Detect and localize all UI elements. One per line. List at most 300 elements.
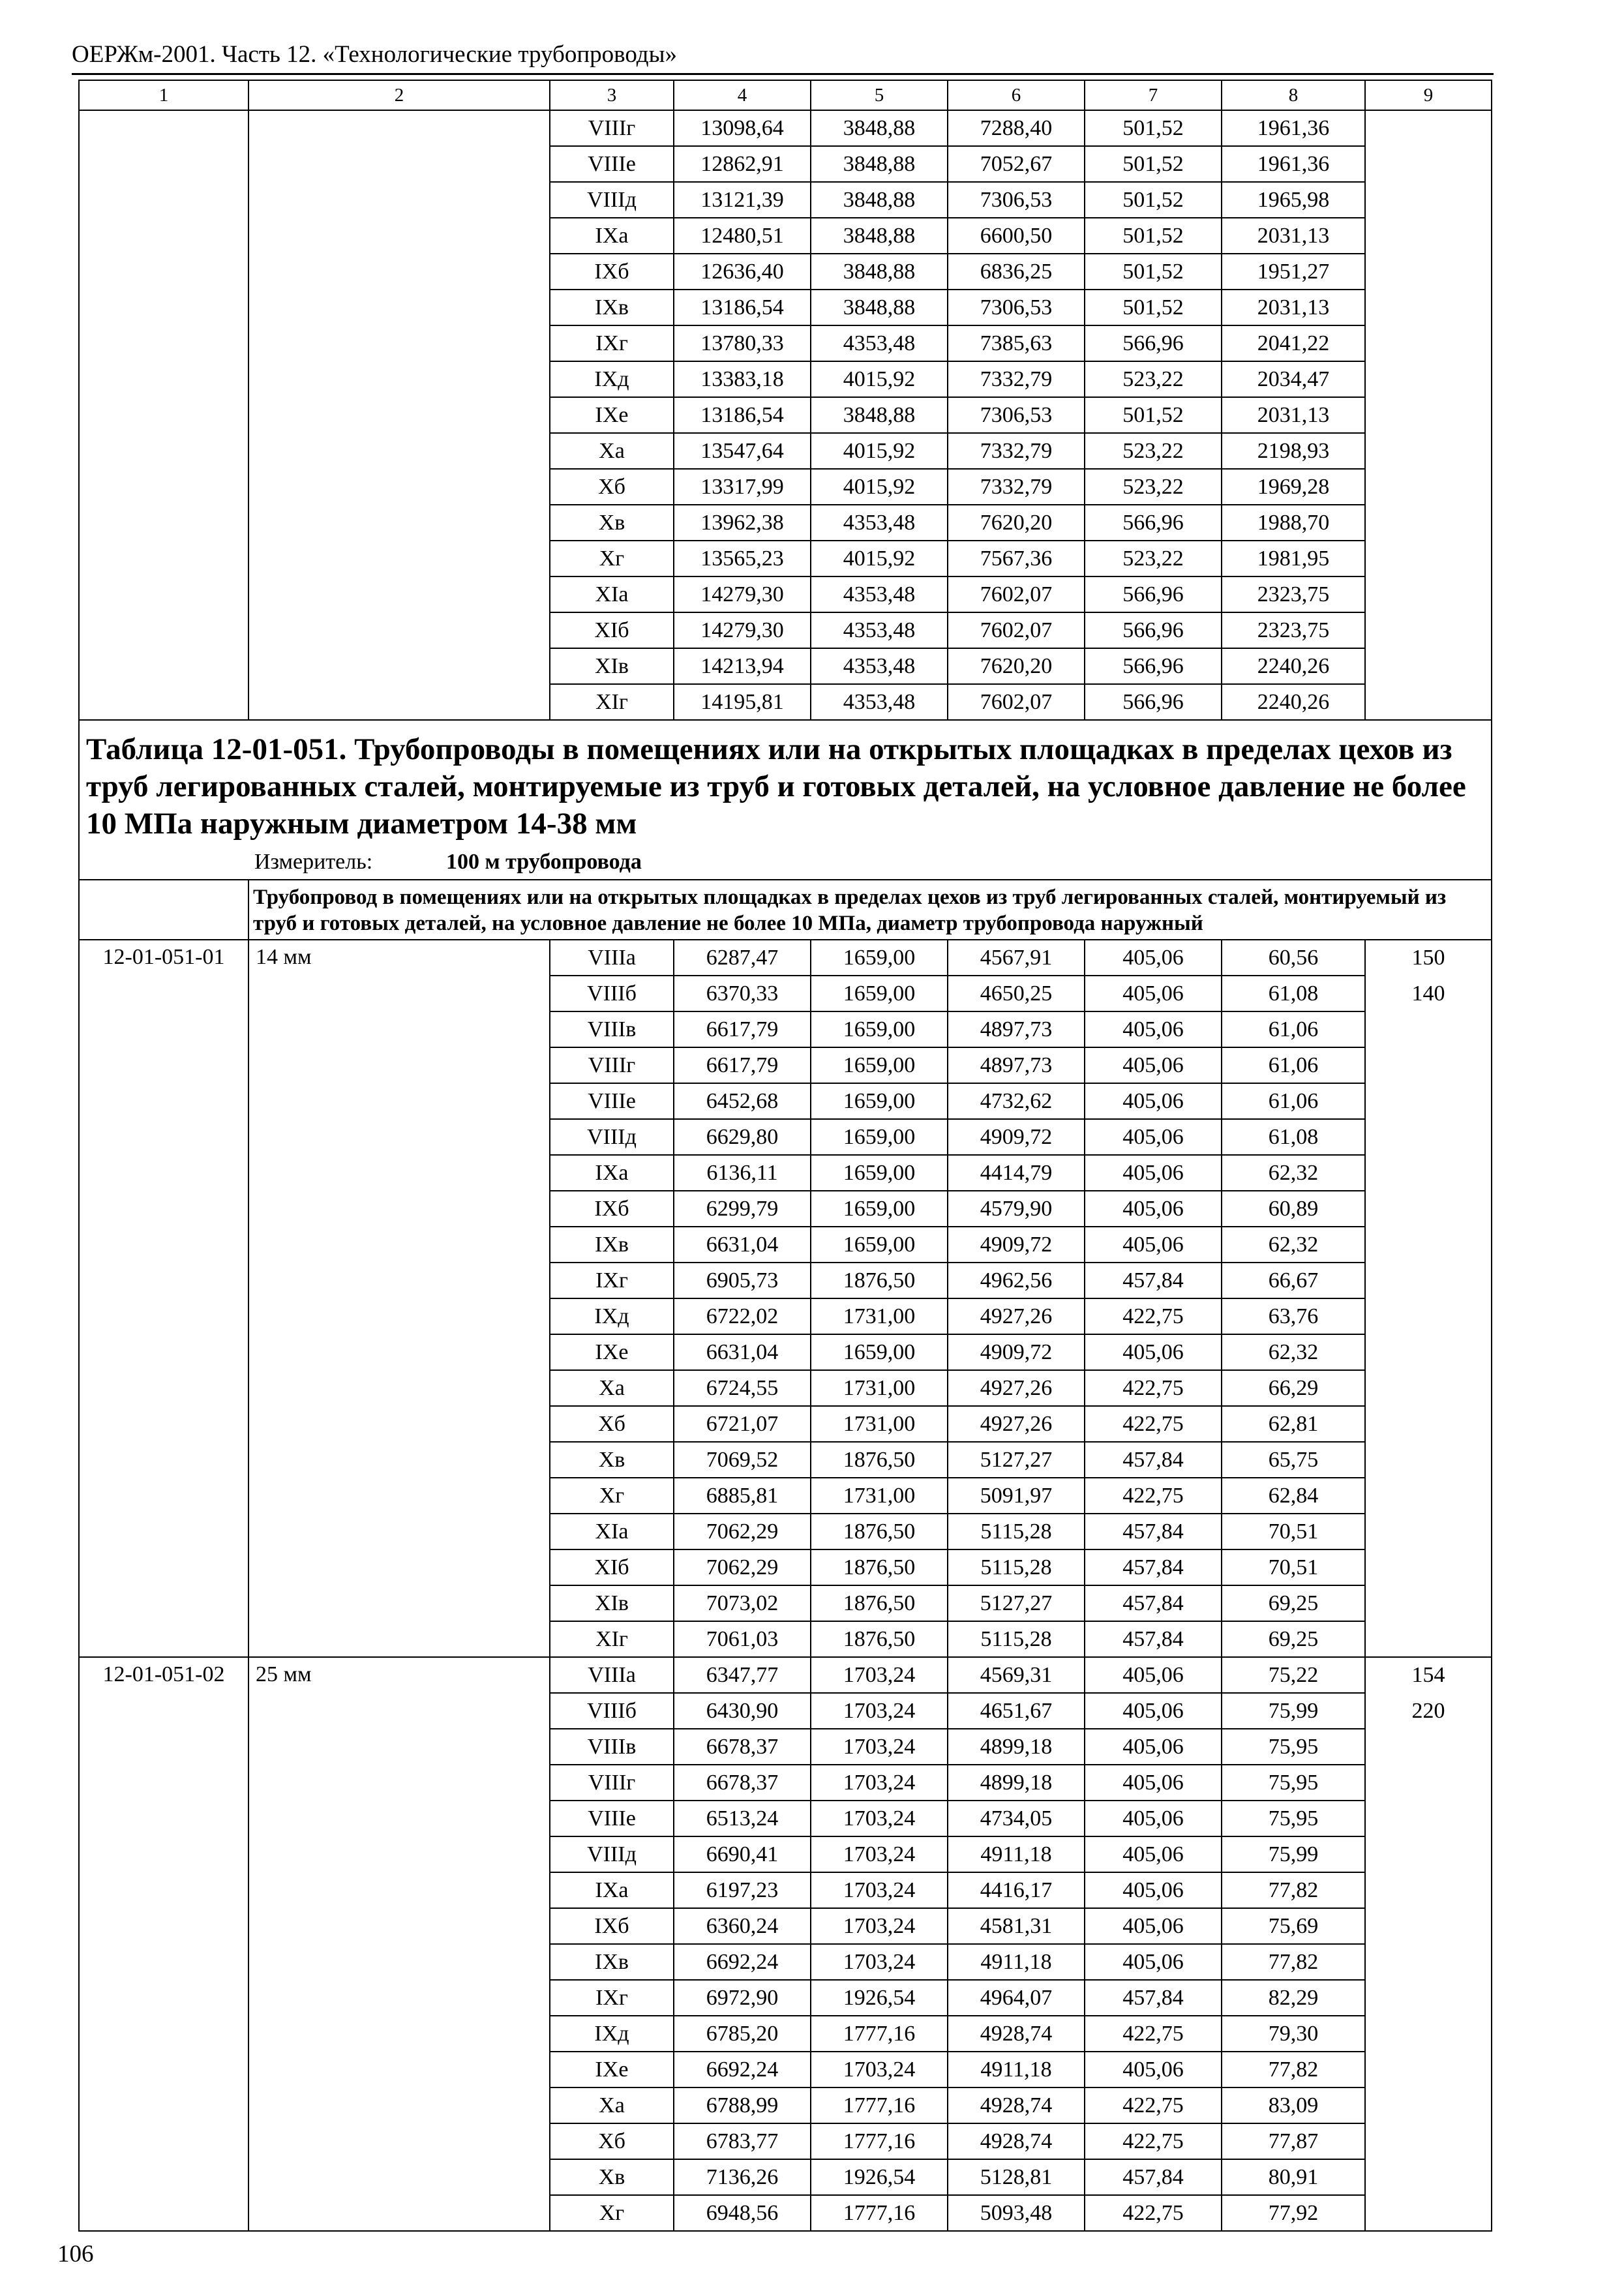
materials-cell: 2031,13 bbox=[1222, 290, 1365, 325]
norm-cell bbox=[1365, 505, 1492, 541]
meter-row bbox=[79, 849, 1492, 880]
materials-cell: 75,99 bbox=[1222, 1836, 1365, 1872]
operator-wages-cell: 405,06 bbox=[1085, 1119, 1222, 1155]
table-row bbox=[79, 684, 1492, 720]
name-cell bbox=[248, 110, 550, 146]
operator-wages-cell: 457,84 bbox=[1085, 1621, 1222, 1657]
resource-code-cell: VIIIв bbox=[550, 1011, 674, 1047]
total-cost-cell: 6692,24 bbox=[674, 1944, 811, 1980]
table-row bbox=[79, 648, 1492, 684]
norm-cell bbox=[1365, 1263, 1492, 1298]
wages-cell: 4353,48 bbox=[811, 576, 948, 612]
resource-code-cell: IXб bbox=[550, 254, 674, 290]
table-row bbox=[79, 1908, 1492, 1944]
total-cost-cell: 6452,68 bbox=[674, 1083, 811, 1119]
resource-code-cell: IXд bbox=[550, 1298, 674, 1334]
materials-cell: 69,25 bbox=[1222, 1621, 1365, 1657]
code-cell: 12-01-051-01 bbox=[79, 940, 248, 976]
total-cost-cell: 6287,47 bbox=[674, 940, 811, 976]
norm-cell bbox=[1365, 1549, 1492, 1585]
total-cost-cell: 7069,52 bbox=[674, 1442, 811, 1478]
meter-value: 100 м трубопровода bbox=[446, 850, 642, 874]
table-row bbox=[79, 1657, 1492, 1693]
wages-cell: 1659,00 bbox=[811, 1047, 948, 1083]
resource-code-cell: VIIIа bbox=[550, 940, 674, 976]
machines-cell: 4911,18 bbox=[948, 1944, 1085, 1980]
resource-code-cell: IXг bbox=[550, 1263, 674, 1298]
resource-code-cell: IXд bbox=[550, 361, 674, 397]
total-cost-cell: 6299,79 bbox=[674, 1191, 811, 1227]
total-cost-cell: 6513,24 bbox=[674, 1801, 811, 1836]
table-row bbox=[79, 361, 1492, 397]
total-cost-cell: 6631,04 bbox=[674, 1334, 811, 1370]
resource-code-cell: VIIIе bbox=[550, 1083, 674, 1119]
operator-wages-cell: 405,06 bbox=[1085, 940, 1222, 976]
operator-wages-cell: 566,96 bbox=[1085, 505, 1222, 541]
table-row bbox=[79, 433, 1492, 469]
total-cost-cell: 6197,23 bbox=[674, 1872, 811, 1908]
code-cell bbox=[79, 1047, 248, 1083]
name-cell bbox=[248, 576, 550, 612]
total-cost-cell: 14213,94 bbox=[674, 648, 811, 684]
wages-cell: 4015,92 bbox=[811, 361, 948, 397]
resource-code-cell: VIIIд bbox=[550, 182, 674, 218]
norm-cell bbox=[1365, 469, 1492, 505]
resource-code-cell: XIа bbox=[550, 1514, 674, 1549]
code-cell bbox=[79, 1263, 248, 1298]
resource-code-cell: Xб bbox=[550, 469, 674, 505]
code-cell bbox=[79, 576, 248, 612]
norm-cell bbox=[1365, 182, 1492, 218]
table-row bbox=[79, 505, 1492, 541]
machines-cell: 7288,40 bbox=[948, 110, 1085, 146]
resource-code-cell: VIIIб bbox=[550, 1693, 674, 1729]
table-row bbox=[79, 1514, 1492, 1549]
table-row bbox=[79, 469, 1492, 505]
materials-cell: 1961,36 bbox=[1222, 146, 1365, 182]
machines-cell: 5115,28 bbox=[948, 1514, 1085, 1549]
operator-wages-cell: 566,96 bbox=[1085, 648, 1222, 684]
norm-cell: 150 bbox=[1365, 940, 1492, 976]
materials-cell: 79,30 bbox=[1222, 2016, 1365, 2052]
norm-cell bbox=[1365, 1944, 1492, 1980]
table-row bbox=[79, 397, 1492, 433]
total-cost-cell: 13121,39 bbox=[674, 182, 811, 218]
name-cell bbox=[248, 684, 550, 720]
materials-cell: 82,29 bbox=[1222, 1980, 1365, 2016]
name-cell bbox=[248, 1549, 550, 1585]
total-cost-cell: 6617,79 bbox=[674, 1011, 811, 1047]
wages-cell: 3848,88 bbox=[811, 397, 948, 433]
resource-code-cell: XIб bbox=[550, 1549, 674, 1585]
materials-cell: 62,32 bbox=[1222, 1155, 1365, 1191]
machines-cell: 4927,26 bbox=[948, 1298, 1085, 1334]
table-row bbox=[79, 2159, 1492, 2195]
operator-wages-cell: 405,06 bbox=[1085, 1191, 1222, 1227]
materials-cell: 75,69 bbox=[1222, 1908, 1365, 1944]
materials-cell: 1961,36 bbox=[1222, 110, 1365, 146]
wages-cell: 1731,00 bbox=[811, 1298, 948, 1334]
name-cell: 25 мм bbox=[248, 1657, 550, 1693]
operator-wages-cell: 422,75 bbox=[1085, 2123, 1222, 2159]
materials-cell: 65,75 bbox=[1222, 1442, 1365, 1478]
name-cell bbox=[248, 612, 550, 648]
machines-cell: 4928,74 bbox=[948, 2087, 1085, 2123]
materials-cell: 77,82 bbox=[1222, 1944, 1365, 1980]
machines-cell: 4909,72 bbox=[948, 1227, 1085, 1263]
name-cell bbox=[248, 2123, 550, 2159]
wages-cell: 1659,00 bbox=[811, 1011, 948, 1047]
operator-wages-cell: 523,22 bbox=[1085, 433, 1222, 469]
total-cost-cell: 14195,81 bbox=[674, 684, 811, 720]
table-row bbox=[79, 612, 1492, 648]
norm-cell bbox=[1365, 290, 1492, 325]
materials-cell: 2240,26 bbox=[1222, 648, 1365, 684]
operator-wages-cell: 405,06 bbox=[1085, 1693, 1222, 1729]
machines-cell: 5127,27 bbox=[948, 1585, 1085, 1621]
column-number: 5 bbox=[811, 80, 948, 110]
wages-cell: 1777,16 bbox=[811, 2016, 948, 2052]
name-cell bbox=[248, 1836, 550, 1872]
code-cell bbox=[79, 1944, 248, 1980]
table-row bbox=[79, 1263, 1492, 1298]
machines-cell: 5091,97 bbox=[948, 1478, 1085, 1514]
total-cost-cell: 13780,33 bbox=[674, 325, 811, 361]
machines-cell: 5093,48 bbox=[948, 2195, 1085, 2231]
name-cell bbox=[248, 254, 550, 290]
code-cell bbox=[79, 1980, 248, 2016]
materials-cell: 69,25 bbox=[1222, 1585, 1365, 1621]
name-cell bbox=[248, 1263, 550, 1298]
name-cell bbox=[248, 1011, 550, 1047]
operator-wages-cell: 422,75 bbox=[1085, 2087, 1222, 2123]
machines-cell: 7602,07 bbox=[948, 576, 1085, 612]
machines-cell: 6836,25 bbox=[948, 254, 1085, 290]
table-row bbox=[79, 1011, 1492, 1047]
code-cell bbox=[79, 1549, 248, 1585]
page-number: 106 bbox=[57, 2241, 94, 2267]
table-row bbox=[79, 2052, 1492, 2087]
materials-cell: 2323,75 bbox=[1222, 612, 1365, 648]
operator-wages-cell: 405,06 bbox=[1085, 1944, 1222, 1980]
norm-cell bbox=[1365, 2016, 1492, 2052]
code-cell bbox=[79, 1227, 248, 1263]
column-number: 8 bbox=[1222, 80, 1365, 110]
name-cell bbox=[248, 1801, 550, 1836]
table-row bbox=[79, 1370, 1492, 1406]
total-cost-cell: 13565,23 bbox=[674, 541, 811, 576]
wages-cell: 4015,92 bbox=[811, 469, 948, 505]
code-cell bbox=[79, 254, 248, 290]
name-cell bbox=[248, 1155, 550, 1191]
name-cell bbox=[248, 146, 550, 182]
materials-cell: 1981,95 bbox=[1222, 541, 1365, 576]
materials-cell: 61,06 bbox=[1222, 1047, 1365, 1083]
machines-cell: 4414,79 bbox=[948, 1155, 1085, 1191]
total-cost-cell: 6678,37 bbox=[674, 1765, 811, 1801]
norm-cell: 220 bbox=[1365, 1693, 1492, 1729]
operator-wages-cell: 405,06 bbox=[1085, 1083, 1222, 1119]
operator-wages-cell: 566,96 bbox=[1085, 684, 1222, 720]
operator-wages-cell: 422,75 bbox=[1085, 1406, 1222, 1442]
total-cost-cell: 7061,03 bbox=[674, 1621, 811, 1657]
total-cost-cell: 6905,73 bbox=[674, 1263, 811, 1298]
operator-wages-cell: 457,84 bbox=[1085, 1549, 1222, 1585]
operator-wages-cell: 457,84 bbox=[1085, 1442, 1222, 1478]
wages-cell: 3848,88 bbox=[811, 218, 948, 254]
machines-cell: 7306,53 bbox=[948, 397, 1085, 433]
machines-cell: 4899,18 bbox=[948, 1765, 1085, 1801]
table-row bbox=[79, 940, 1492, 976]
wages-cell: 4353,48 bbox=[811, 612, 948, 648]
table-row bbox=[79, 1944, 1492, 1980]
operator-wages-cell: 457,84 bbox=[1085, 1263, 1222, 1298]
resource-code-cell: IXа bbox=[550, 218, 674, 254]
code-cell bbox=[79, 110, 248, 146]
wages-cell: 1876,50 bbox=[811, 1549, 948, 1585]
name-cell bbox=[248, 1765, 550, 1801]
table-row bbox=[79, 1693, 1492, 1729]
name-cell bbox=[248, 2195, 550, 2231]
norm-cell bbox=[1365, 1227, 1492, 1263]
column-number: 1 bbox=[79, 80, 248, 110]
materials-cell: 62,32 bbox=[1222, 1227, 1365, 1263]
machines-cell: 4909,72 bbox=[948, 1119, 1085, 1155]
wages-cell: 4015,92 bbox=[811, 541, 948, 576]
materials-cell: 2031,13 bbox=[1222, 218, 1365, 254]
total-cost-cell: 13547,64 bbox=[674, 433, 811, 469]
wages-cell: 1703,24 bbox=[811, 1944, 948, 1980]
wages-cell: 1703,24 bbox=[811, 1836, 948, 1872]
operator-wages-cell: 405,06 bbox=[1085, 1047, 1222, 1083]
table-row bbox=[79, 1621, 1492, 1657]
wages-cell: 3848,88 bbox=[811, 110, 948, 146]
code-cell bbox=[79, 1585, 248, 1621]
operator-wages-cell: 566,96 bbox=[1085, 576, 1222, 612]
materials-cell: 2034,47 bbox=[1222, 361, 1365, 397]
norm-cell bbox=[1365, 146, 1492, 182]
machines-cell: 7602,07 bbox=[948, 612, 1085, 648]
name-cell bbox=[248, 2052, 550, 2087]
name-cell bbox=[248, 1191, 550, 1227]
machines-cell: 5127,27 bbox=[948, 1442, 1085, 1478]
machines-cell: 7567,36 bbox=[948, 541, 1085, 576]
resource-code-cell: IXб bbox=[550, 1908, 674, 1944]
table-row bbox=[79, 1549, 1492, 1585]
table-row bbox=[79, 1729, 1492, 1765]
materials-cell: 61,08 bbox=[1222, 976, 1365, 1011]
norm-cell bbox=[1365, 1011, 1492, 1047]
materials-cell: 2323,75 bbox=[1222, 576, 1365, 612]
operator-wages-cell: 405,06 bbox=[1085, 1729, 1222, 1765]
materials-cell: 77,87 bbox=[1222, 2123, 1365, 2159]
name-cell bbox=[248, 1908, 550, 1944]
wages-cell: 4353,48 bbox=[811, 684, 948, 720]
materials-cell: 2041,22 bbox=[1222, 325, 1365, 361]
wages-cell: 4353,48 bbox=[811, 505, 948, 541]
wages-cell: 1659,00 bbox=[811, 1227, 948, 1263]
operator-wages-cell: 457,84 bbox=[1085, 2159, 1222, 2195]
code-cell bbox=[79, 397, 248, 433]
total-cost-cell: 13383,18 bbox=[674, 361, 811, 397]
name-cell bbox=[248, 1298, 550, 1334]
machines-cell: 4732,62 bbox=[948, 1083, 1085, 1119]
resource-code-cell: Xв bbox=[550, 1442, 674, 1478]
machines-cell: 7332,79 bbox=[948, 469, 1085, 505]
operator-wages-cell: 501,52 bbox=[1085, 254, 1222, 290]
total-cost-cell: 13186,54 bbox=[674, 290, 811, 325]
machines-cell: 4927,26 bbox=[948, 1370, 1085, 1406]
wages-cell: 1703,24 bbox=[811, 1908, 948, 1944]
materials-cell: 77,82 bbox=[1222, 1872, 1365, 1908]
code-cell bbox=[79, 1514, 248, 1549]
operator-wages-cell: 405,06 bbox=[1085, 1908, 1222, 1944]
norm-cell bbox=[1365, 1908, 1492, 1944]
machines-cell: 7620,20 bbox=[948, 648, 1085, 684]
total-cost-cell: 12636,40 bbox=[674, 254, 811, 290]
machines-cell: 7332,79 bbox=[948, 361, 1085, 397]
table-row bbox=[79, 218, 1492, 254]
table-row bbox=[79, 1119, 1492, 1155]
column-number: 4 bbox=[674, 80, 811, 110]
name-cell bbox=[248, 1370, 550, 1406]
machines-cell: 4911,18 bbox=[948, 2052, 1085, 2087]
section-description: Трубопровод в помещениях или на открытых площадках в пределах цехов из труб легированных сталей, монтируемый из труб и готовых деталей, на условное давление не более 10 МПа, диаметр трубопровода наружный bbox=[248, 880, 1492, 940]
machines-cell: 4651,67 bbox=[948, 1693, 1085, 1729]
wages-cell: 1659,00 bbox=[811, 1334, 948, 1370]
total-cost-cell: 14279,30 bbox=[674, 576, 811, 612]
resource-code-cell: VIIIа bbox=[550, 1657, 674, 1693]
norm-cell bbox=[1365, 361, 1492, 397]
wages-cell: 1777,16 bbox=[811, 2123, 948, 2159]
materials-cell: 62,81 bbox=[1222, 1406, 1365, 1442]
table-row bbox=[79, 1083, 1492, 1119]
code-cell bbox=[79, 1406, 248, 1442]
norm-cell bbox=[1365, 433, 1492, 469]
table-row bbox=[79, 976, 1492, 1011]
code-cell bbox=[79, 1334, 248, 1370]
norm-cell bbox=[1365, 541, 1492, 576]
total-cost-cell: 6629,80 bbox=[674, 1119, 811, 1155]
norm-cell bbox=[1365, 1155, 1492, 1191]
resource-code-cell: Xа bbox=[550, 433, 674, 469]
machines-cell: 4650,25 bbox=[948, 976, 1085, 1011]
wages-cell: 1659,00 bbox=[811, 940, 948, 976]
column-number: 7 bbox=[1085, 80, 1222, 110]
name-cell bbox=[248, 361, 550, 397]
machines-cell: 7620,20 bbox=[948, 505, 1085, 541]
materials-cell: 63,76 bbox=[1222, 1298, 1365, 1334]
operator-wages-cell: 422,75 bbox=[1085, 1370, 1222, 1406]
resource-code-cell: VIIIг bbox=[550, 1047, 674, 1083]
code-cell bbox=[79, 612, 248, 648]
table-row bbox=[79, 1836, 1492, 1872]
code-cell bbox=[79, 2159, 248, 2195]
name-cell bbox=[248, 1083, 550, 1119]
total-cost-cell: 7062,29 bbox=[674, 1514, 811, 1549]
machines-cell: 4567,91 bbox=[948, 940, 1085, 976]
wages-cell: 1659,00 bbox=[811, 976, 948, 1011]
norm-cell bbox=[1365, 218, 1492, 254]
wages-cell: 4353,48 bbox=[811, 325, 948, 361]
machines-cell: 5115,28 bbox=[948, 1621, 1085, 1657]
norm-cell bbox=[1365, 1621, 1492, 1657]
operator-wages-cell: 422,75 bbox=[1085, 2016, 1222, 2052]
wages-cell: 1659,00 bbox=[811, 1083, 948, 1119]
resource-code-cell: IXе bbox=[550, 1334, 674, 1370]
materials-cell: 75,22 bbox=[1222, 1657, 1365, 1693]
table-row bbox=[79, 1227, 1492, 1263]
resource-code-cell: Xб bbox=[550, 1406, 674, 1442]
norm-cell bbox=[1365, 1765, 1492, 1801]
total-cost-cell: 6972,90 bbox=[674, 1980, 811, 2016]
table-row bbox=[79, 1334, 1492, 1370]
name-cell bbox=[248, 397, 550, 433]
resource-code-cell: XIб bbox=[550, 612, 674, 648]
resource-code-cell: XIг bbox=[550, 684, 674, 720]
resource-code-cell: IXв bbox=[550, 1227, 674, 1263]
name-cell bbox=[248, 2087, 550, 2123]
name-cell bbox=[248, 505, 550, 541]
table-row bbox=[79, 254, 1492, 290]
operator-wages-cell: 457,84 bbox=[1085, 1514, 1222, 1549]
norm-cell bbox=[1365, 397, 1492, 433]
resource-code-cell: XIг bbox=[550, 1621, 674, 1657]
norm-cell bbox=[1365, 325, 1492, 361]
section-description-row bbox=[79, 880, 1492, 940]
resource-code-cell: IXг bbox=[550, 1980, 674, 2016]
norm-cell bbox=[1365, 1370, 1492, 1406]
norm-cell bbox=[1365, 1119, 1492, 1155]
name-cell bbox=[248, 1227, 550, 1263]
operator-wages-cell: 501,52 bbox=[1085, 146, 1222, 182]
wages-cell: 1876,50 bbox=[811, 1621, 948, 1657]
norm-cell: 140 bbox=[1365, 976, 1492, 1011]
wages-cell: 3848,88 bbox=[811, 182, 948, 218]
wages-cell: 1876,50 bbox=[811, 1585, 948, 1621]
code-cell bbox=[79, 1836, 248, 1872]
table-row bbox=[79, 1478, 1492, 1514]
materials-cell: 75,95 bbox=[1222, 1729, 1365, 1765]
name-cell: 14 мм bbox=[248, 940, 550, 976]
table-row bbox=[79, 1442, 1492, 1478]
code-cell bbox=[79, 1083, 248, 1119]
resource-code-cell: XIв bbox=[550, 1585, 674, 1621]
operator-wages-cell: 405,06 bbox=[1085, 2052, 1222, 2087]
materials-cell: 61,08 bbox=[1222, 1119, 1365, 1155]
table-row bbox=[79, 1298, 1492, 1334]
code-cell bbox=[79, 1298, 248, 1334]
total-cost-cell: 6136,11 bbox=[674, 1155, 811, 1191]
code-cell bbox=[79, 325, 248, 361]
materials-cell: 66,67 bbox=[1222, 1263, 1365, 1298]
materials-cell: 60,56 bbox=[1222, 940, 1365, 976]
resource-code-cell: VIIIг bbox=[550, 1765, 674, 1801]
materials-cell: 1965,98 bbox=[1222, 182, 1365, 218]
norm-cell bbox=[1365, 110, 1492, 146]
resource-code-cell: Xа bbox=[550, 2087, 674, 2123]
code-cell bbox=[79, 1370, 248, 1406]
total-cost-cell: 6783,77 bbox=[674, 2123, 811, 2159]
machines-cell: 4734,05 bbox=[948, 1801, 1085, 1836]
materials-cell: 75,95 bbox=[1222, 1801, 1365, 1836]
wages-cell: 1777,16 bbox=[811, 2195, 948, 2231]
table-row bbox=[79, 325, 1492, 361]
total-cost-cell: 7073,02 bbox=[674, 1585, 811, 1621]
operator-wages-cell: 457,84 bbox=[1085, 1980, 1222, 2016]
materials-cell: 61,06 bbox=[1222, 1011, 1365, 1047]
total-cost-cell: 13186,54 bbox=[674, 397, 811, 433]
